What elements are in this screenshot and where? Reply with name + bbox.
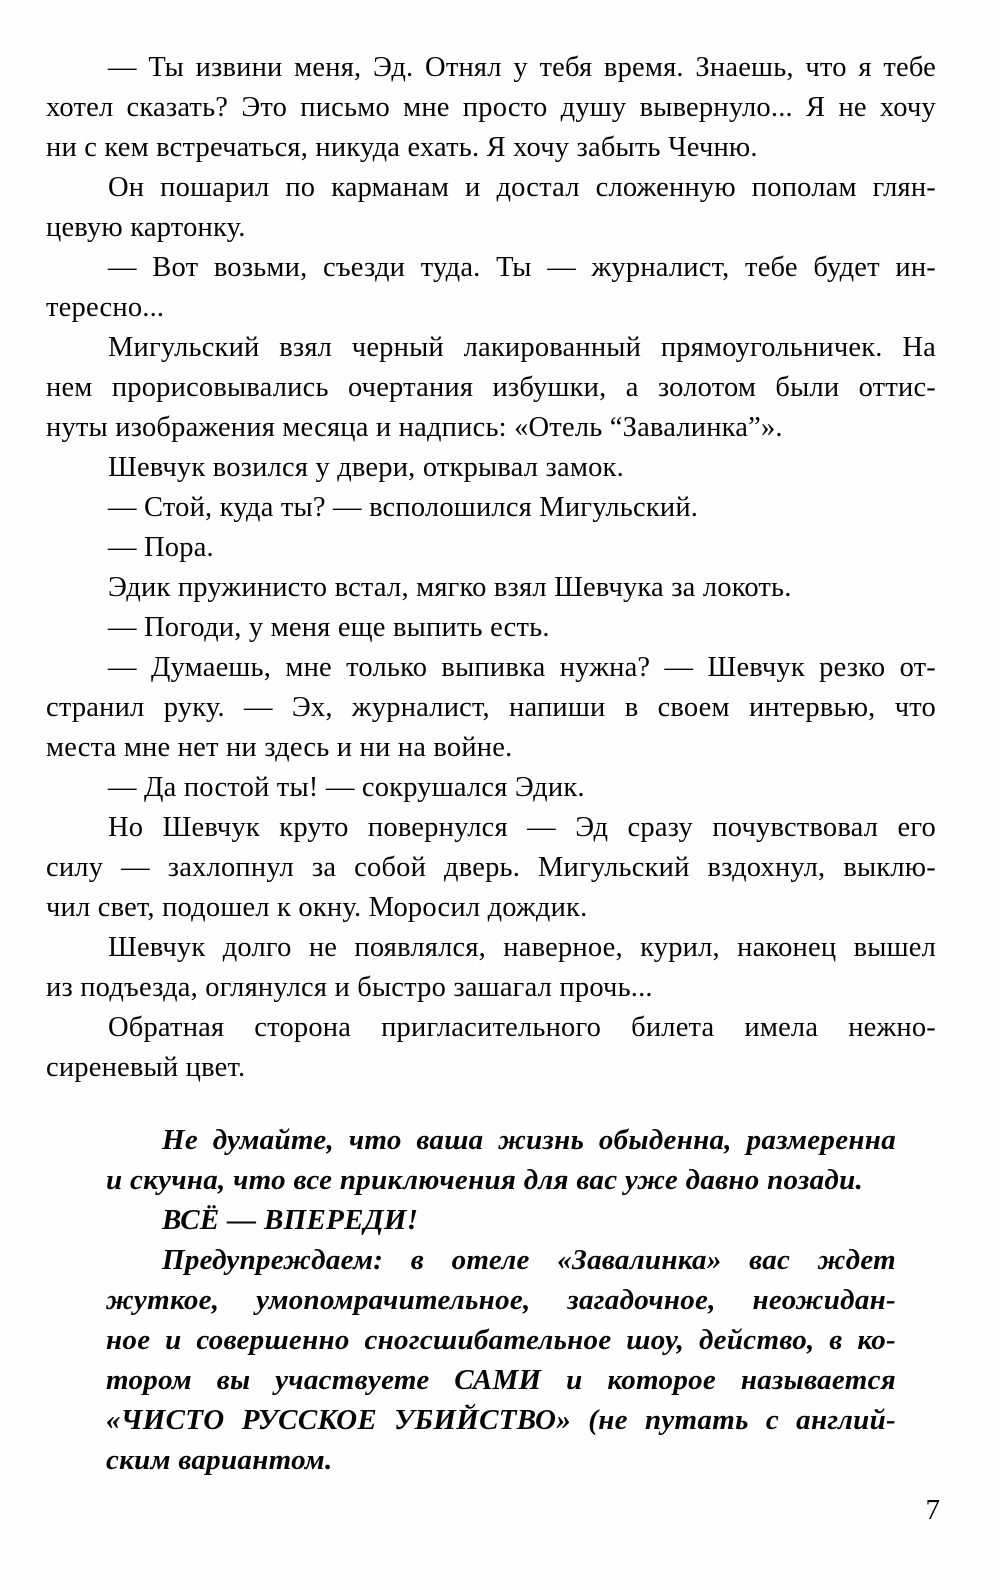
text-line: Шевчук долго не появлялся, наверное, курил, наконец вышел xyxy=(108,932,936,963)
text-line: силу — захлопнул за собой дверь. Мигульский вздохнул, выклю- xyxy=(46,852,936,883)
text-line: — Ты извини меня, Эд. Отнял у тебя время. Знаешь, что я тебе xyxy=(108,52,936,83)
text-line: — Думаешь, мне только выпивка нужна? — Шевчук резко от- xyxy=(108,652,936,683)
text-line: и скучна, что все приключения для вас уже давно позади. xyxy=(106,1164,864,1196)
text-line: Обратная сторона пригласительного билета имела нежно- xyxy=(108,1012,936,1043)
text-line: Не думайте, что ваша жизнь обыденна, размеренна xyxy=(162,1124,896,1156)
text-line: места мне нет ни здесь и ни на войне. xyxy=(46,732,513,763)
body-text xyxy=(46,48,936,1088)
text-line: — Да постой ты! — сокрушался Эдик. xyxy=(108,772,585,803)
text-line: тором вы участвуете САМИ и которое называется xyxy=(106,1364,896,1396)
text-line: хотел сказать? Это письмо мне просто душу вывернуло... Я не хочу xyxy=(46,92,936,123)
text-line: Мигульский взял черный лакированный прямоугольничек. На xyxy=(108,332,936,363)
text-line: Он пошарил по карманам и достал сложенную пополам глян- xyxy=(108,172,936,203)
text-line: тересно... xyxy=(46,292,165,323)
text-line: нуты изображения месяца и надпись: «Отель “Завалинка”». xyxy=(46,412,783,443)
text-line: жуткое, умопомрачительное, загадочное, неожидан- xyxy=(106,1284,896,1316)
text-line: странил руку. — Эх, журналист, напиши в своем интервью, что xyxy=(46,692,936,723)
text-line: Предупреждаем: в отеле «Завалинка» вас ждет xyxy=(162,1244,896,1276)
text-line: Но Шевчук круто повернулся — Эд сразу почувствовал его xyxy=(108,812,936,843)
text-line: «ЧИСТО РУССКОЕ УБИЙСТВО» (не путать с англий- xyxy=(106,1404,896,1436)
text-line: — Стой, куда ты? — всполошился Мигульский. xyxy=(108,492,699,523)
text-line: — Пора. xyxy=(108,532,214,563)
text-line: — Вот возьми, съезди туда. Ты — журналист, тебе будет ин- xyxy=(108,252,936,283)
text-line: ВСЁ — ВПЕРЕДИ! xyxy=(162,1204,419,1236)
text-line: сиреневый цвет. xyxy=(46,1052,246,1083)
text-line: ским вариантом. xyxy=(106,1444,333,1476)
text-line: нем прорисовывались очертания избушки, а золотом были оттис- xyxy=(46,372,936,403)
text-line: ни с кем встречаться, никуда ехать. Я хочу забыть Чечню. xyxy=(46,132,758,163)
text-line: Шевчук возился у двери, открывал замок. xyxy=(108,452,624,483)
text-line: цевую картонку. xyxy=(46,212,246,243)
text-line: из подъезда, оглянулся и быстро зашагал прочь... xyxy=(46,972,653,1003)
text-line: ное и совершенно сногсшибательное шоу, действо, в ко- xyxy=(106,1324,896,1356)
text-line: чил свет, подошел к окну. Моросил дождик. xyxy=(46,892,588,923)
page-number: 7 xyxy=(925,1494,940,1526)
invitation-text xyxy=(106,1120,896,1480)
text-line: Эдик пружинисто встал, мягко взял Шевчука за локоть. xyxy=(108,572,792,603)
text-line: — Погоди, у меня еще выпить есть. xyxy=(108,612,550,643)
